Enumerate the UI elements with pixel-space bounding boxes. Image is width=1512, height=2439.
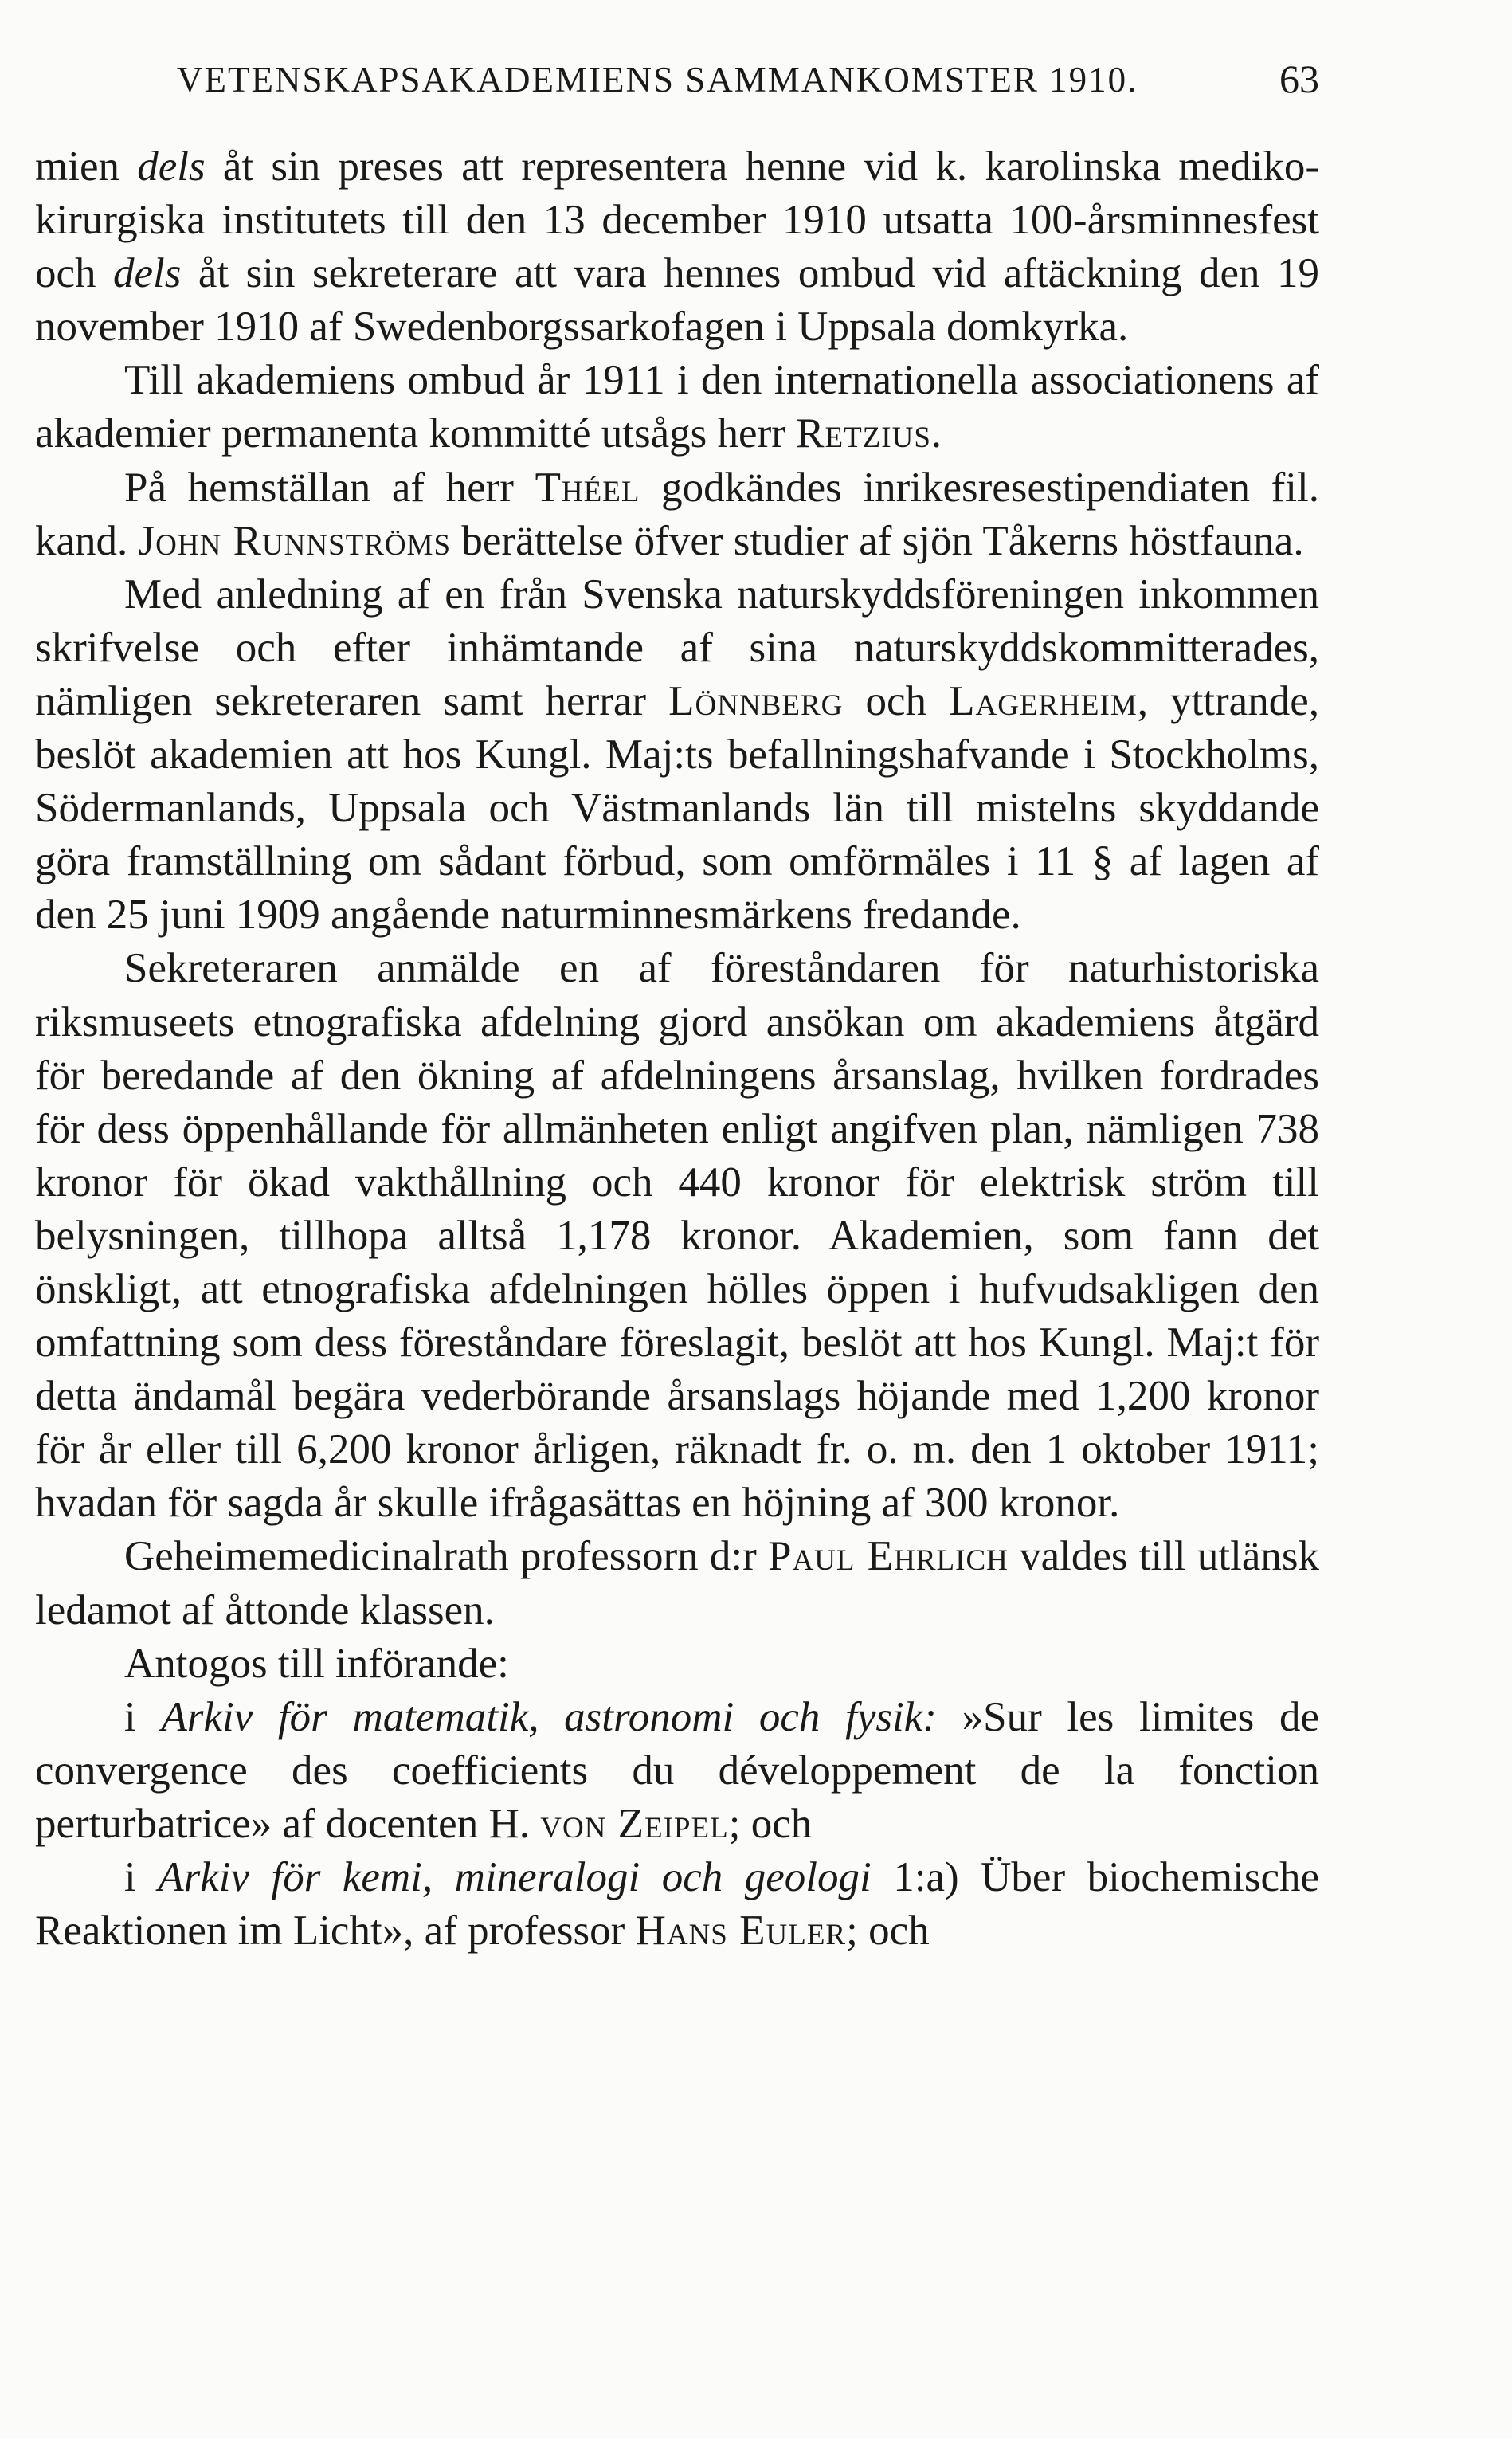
paragraph-5: Sekreteraren anmälde en af föreståndaren för naturhistoriska riksmuseets etnografiska afdelning gjord ansökan om akademiens åtgärd för beredande af den ökning af afdelningens årsanslag, hvilken fordrades för dess öppenhållande för allmänheten enligt angifven plan, nämligen 738 kronor för ökad vakthållning och 440 kronor för elektrisk ström till belysningen, tillhopa alltså 1,178 kronor. Akademien, som fann det önskligt, att etnografiska afdelningen hölles öppen i hufvudsakligen den omfattning som dess föreståndare föreslagit, beslöt att hos Kungl. Maj:t för detta ändamål begära vederbörande årsanslags höjande med 1,200 kronor för år eller till 6,200 kronor årligen, räknadt fr. o. m. den 1 oktober 1911; hvadan för sagda år skulle ifrågasättas en höjning af 300 kronor. (35, 945, 1319, 1527)
page-number: 63 (1279, 57, 1319, 101)
text-run: Geheimemedicinalrath professorn d:r (124, 1533, 768, 1580)
paragraph-3 (35, 461, 1319, 568)
paragraph-6 (35, 1530, 1319, 1637)
paragraph-9 (35, 1851, 1319, 1958)
person-name: Lagerheim (949, 677, 1138, 724)
person-name: Lönnberg (668, 677, 844, 724)
paragraph-7: Antogos till införande: (124, 1640, 509, 1687)
journal-title: Arkiv för matematik, astronomi och fysik: (161, 1693, 937, 1740)
person-name: John Runnströms (138, 517, 452, 564)
text-run: Med anledning af en från Svenska naturskyddsföreningen inkommen skrifvelse och efter inhämtande af sina naturskyddskommitterades, nämligen sekreteraren samt herrar (35, 571, 1319, 724)
paragraph-1 (35, 140, 1319, 354)
text-run: ; och (728, 1800, 813, 1847)
text-run: i (124, 1854, 159, 1900)
person-name: von Zeipel (540, 1800, 729, 1847)
text-run: På hemställan af herr (124, 464, 535, 511)
text-run: mien (35, 143, 138, 190)
person-name: Paul Ehrlich (768, 1533, 1009, 1580)
text-run: , yttrande, beslöt akademien att hos Kungl. Maj:ts befallningshafvande i Stockholms, Södermanlands, Uppsala och Västmanlands län till mistelns skyddande göra framställning om sådant förbud, som omförmäles i 11 § af lagen af den 25 juni 1909 angående naturminnesmärkens fredande. (35, 677, 1319, 939)
text-run: åt sin preses att representera henne vid k. karolinska mediko-kirurgiska institutets till den 13 december 1910 utsatta 100-årsminnesfest och (35, 143, 1319, 297)
text-run: berättelse öfver studier af sjön Tåkerns höstfauna. (451, 517, 1304, 564)
text-run: och (843, 677, 950, 724)
paragraph-8 (35, 1691, 1319, 1851)
person-name: Retzius (796, 410, 931, 457)
emphasis: dels (113, 250, 182, 297)
text-run: ; och (846, 1908, 930, 1955)
text-run: »Sur les limites de convergence des coefficients du développement de la fonction perturbatrice» af docenten H. (35, 1693, 1319, 1847)
text-run: godkändes inrikesresestipendiaten fil. kand. (35, 464, 1320, 564)
paragraph-2 (35, 354, 1319, 461)
text-run: i (124, 1693, 162, 1740)
text-run: . (930, 410, 942, 457)
person-name: Hans Euler (635, 1908, 847, 1955)
running-head (177, 53, 1319, 108)
text-run: valdes till utlänsk ledamot af åttonde klassen. (35, 1533, 1319, 1633)
person-name: Théel (535, 464, 640, 511)
text-run: åt sin sekreterare att vara hennes ombud vid aftäckning den 19 november 1910 af Swedenborgssarkofagen i Uppsala domkyrka. (35, 250, 1319, 351)
text-run: 1:a) Über biochemische Reaktionen im Licht», af professor (35, 1854, 1319, 1955)
paragraph-4 (35, 568, 1319, 943)
text-run: Till akademiens ombud år 1911 i den internationella associationens af akademier permanenta kommitté utsågs herr (35, 357, 1319, 457)
text-block (35, 140, 1319, 1958)
running-title: VETENSKAPSAKADEMIENS SAMMANKOMSTER 1910. (177, 60, 1138, 100)
emphasis: dels (137, 143, 206, 190)
journal-title: Arkiv för kemi, mineralogi och geologi (158, 1854, 872, 1900)
